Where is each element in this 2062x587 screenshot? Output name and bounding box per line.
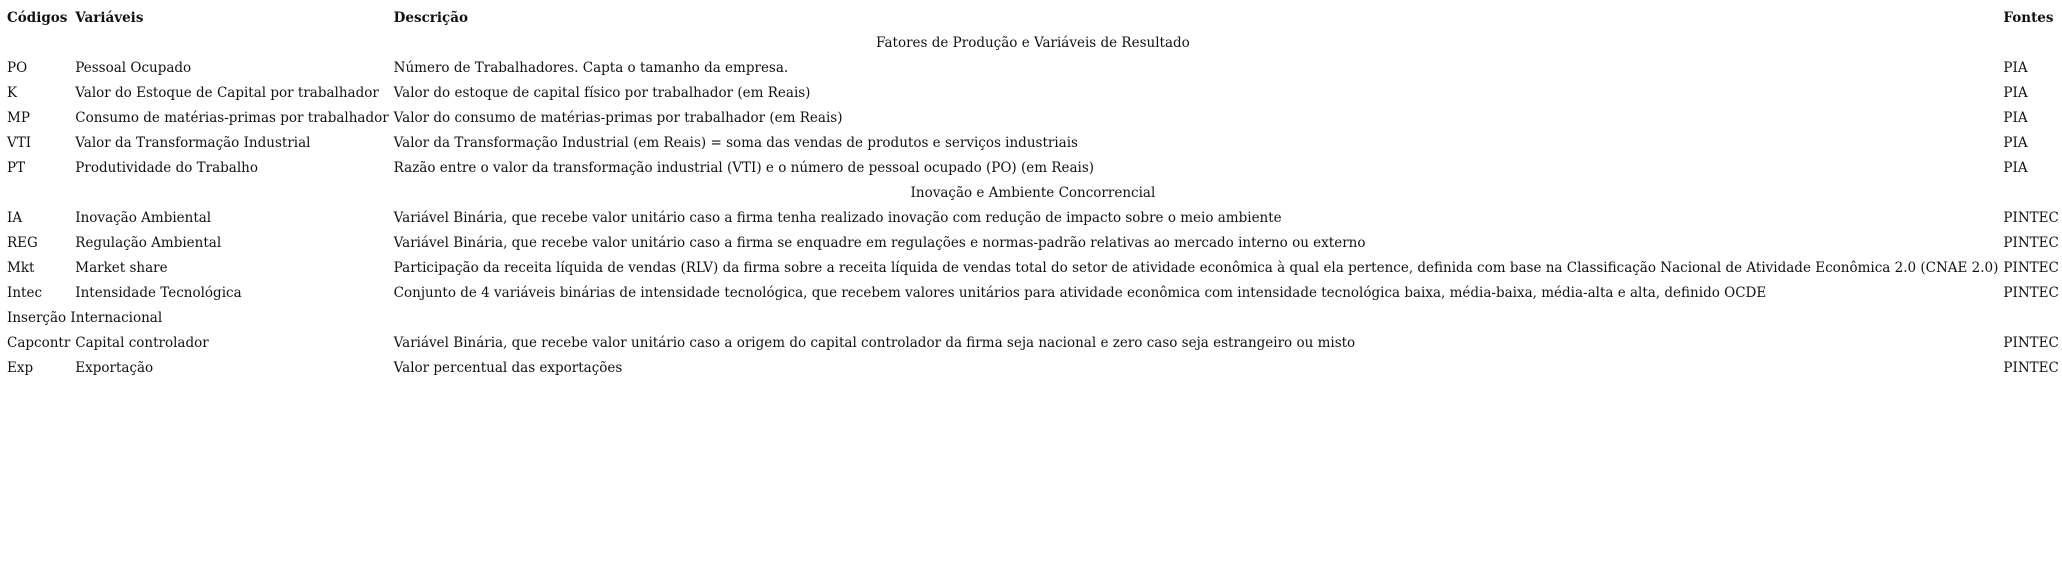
table-row — [5, 281, 2062, 306]
row-source: PINTEC — [2003, 260, 2059, 276]
row-variable: Pessoal Ocupado — [75, 60, 192, 76]
row-source: PIA — [2003, 135, 2028, 151]
row-code: Capcontr — [7, 335, 71, 351]
row-description: Valor da Transformação Industrial (em Reais) = soma das vendas de produtos e serviços industriais — [393, 135, 1078, 151]
row-source: PINTEC — [2003, 210, 2059, 226]
row-code: Exp — [7, 360, 34, 376]
row-code: IA — [7, 210, 23, 226]
row-variable: Valor da Transformação Industrial — [75, 135, 311, 151]
row-description: Variável Binária, que recebe valor unitário caso a origem do capital controlador da firma seja nacional e zero caso seja estrangeiro ou misto — [393, 335, 1356, 351]
row-description: Valor percentual das exportações — [393, 360, 623, 376]
row-source: PIA — [2003, 85, 2028, 101]
row-variable: Intensidade Tecnológica — [75, 285, 242, 301]
section-row — [5, 181, 2062, 206]
table-row — [5, 81, 2062, 106]
row-source: PINTEC — [2003, 235, 2059, 251]
variables-table — [5, 6, 2062, 381]
header-row — [5, 6, 2062, 31]
row-description: Participação da receita líquida de vendas (RLV) da firma sobre a receita líquida de vendas total do setor de atividade econômica à qual ela pertence, definida com base na Classificação Nacional de Atividade Econômica 2.0 (CNAE 2.0) — [393, 260, 1999, 276]
table-row — [5, 231, 2062, 256]
row-variable: Exportação — [75, 360, 154, 376]
row-variable: Market share — [75, 260, 168, 276]
row-description: Variável Binária, que recebe valor unitário caso a firma tenha realizado inovação com redução de impacto sobre o meio ambiente — [393, 210, 1282, 226]
table-row — [5, 131, 2062, 156]
row-source: PIA — [2003, 60, 2028, 76]
table-row — [5, 56, 2062, 81]
row-variable: Regulação Ambiental — [75, 235, 222, 251]
row-code: K — [7, 85, 18, 101]
row-code: PT — [7, 160, 26, 176]
row-variable: Consumo de matérias-primas por trabalhador — [75, 110, 389, 126]
row-code: PO — [7, 60, 28, 76]
section-row — [5, 306, 2062, 331]
row-description: Conjunto de 4 variáveis binárias de intensidade tecnológica, que recebem valores unitários para atividade econômica com intensidade tecnológica baixa, média-baixa, média-alta e alta, definido OCDE — [393, 285, 1767, 301]
section-title: Fatores de Produção e Variáveis de Resultado — [876, 35, 1190, 51]
row-code: VTI — [7, 135, 32, 151]
header-description: Descrição — [393, 10, 469, 26]
row-code: REG — [7, 235, 38, 251]
header-sources: Fontes — [2003, 10, 2054, 26]
table-row — [5, 206, 2062, 231]
table-row — [5, 106, 2062, 131]
section-title: Inovação e Ambiente Concorrencial — [910, 185, 1156, 201]
table-row — [5, 156, 2062, 181]
header-variables: Variáveis — [75, 10, 144, 26]
row-description: Valor do consumo de matérias-primas por trabalhador (em Reais) — [393, 110, 843, 126]
row-description: Número de Trabalhadores. Capta o tamanho da empresa. — [393, 60, 789, 76]
row-source: PINTEC — [2003, 285, 2059, 301]
row-description: Razão entre o valor da transformação industrial (VTI) e o número de pessoal ocupado (PO) (em Reais) — [393, 160, 1095, 176]
header-codes: Códigos — [7, 10, 68, 26]
section-title: Inserção Internacional — [7, 310, 163, 326]
table-row — [5, 256, 2062, 281]
row-source: PIA — [2003, 160, 2028, 176]
row-source: PIA — [2003, 110, 2028, 126]
section-row — [5, 31, 2062, 56]
row-variable: Valor do Estoque de Capital por trabalhador — [75, 85, 379, 101]
row-code: Intec — [7, 285, 43, 301]
row-variable: Produtividade do Trabalho — [75, 160, 258, 176]
row-description: Variável Binária, que recebe valor unitário caso a firma se enquadre em regulações e normas-padrão relativas ao mercado interno ou externo — [393, 235, 1366, 251]
row-code: MP — [7, 110, 30, 126]
row-description: Valor do estoque de capital físico por trabalhador (em Reais) — [393, 85, 811, 101]
row-source: PINTEC — [2003, 335, 2059, 351]
row-variable: Inovação Ambiental — [75, 210, 212, 226]
row-code: Mkt — [7, 260, 35, 276]
row-variable: Capital controlador — [75, 335, 209, 351]
table-row — [5, 356, 2062, 381]
table-row — [5, 331, 2062, 356]
row-source: PINTEC — [2003, 360, 2059, 376]
